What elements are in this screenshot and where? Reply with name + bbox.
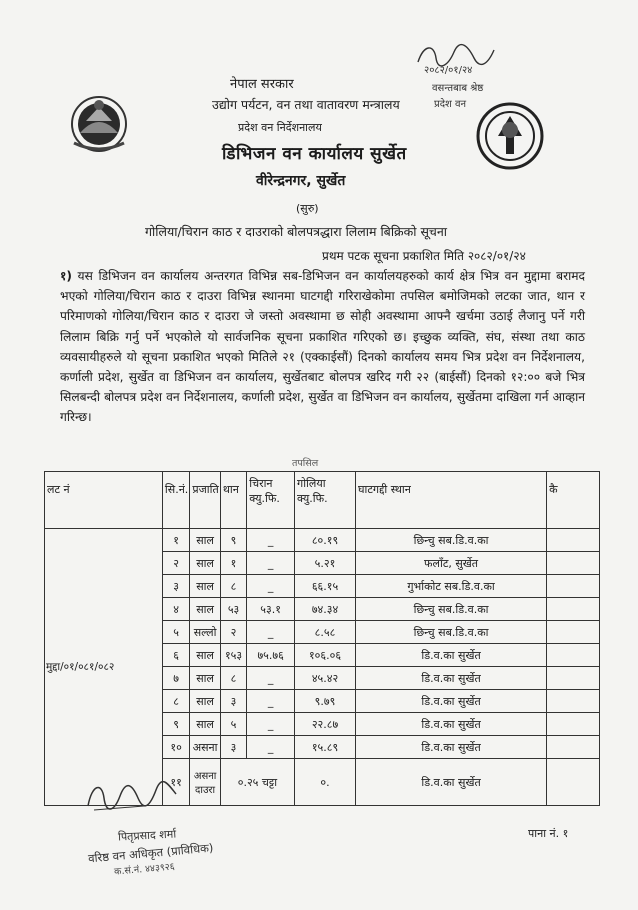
table-header-row [45, 472, 600, 529]
table-row [45, 529, 600, 552]
cell-goliya: ७४.३४ [295, 598, 356, 621]
cell-chiran: _ [247, 713, 295, 736]
cell-remarks [547, 736, 600, 759]
cell-count: ८ [220, 575, 246, 598]
cell-species: साल [190, 667, 220, 690]
cell-count: १ [220, 552, 246, 575]
cell-goliya: १०६.०६ [295, 644, 356, 667]
header-directorate: प्रदेश वन निर्देशनालय [238, 121, 322, 134]
publish-date: प्रथम पटक सूचना प्रकाशित मिति २०८२/०१/२४ [322, 249, 526, 263]
cell-goliya: ८.५८ [295, 621, 356, 644]
cell-species: साल [190, 575, 220, 598]
cell-chiran: _ [247, 552, 295, 575]
cell-place: छिन्चु सब.डि.व.का [356, 621, 547, 644]
cell-goliya: १५.८९ [295, 736, 356, 759]
cell-goliya: ८०.१९ [295, 529, 356, 552]
header-remarks: कै [547, 472, 600, 529]
cell-remarks [547, 598, 600, 621]
cell-chiran: _ [247, 621, 295, 644]
cell-place: डि.व.का सुर्खेत [356, 759, 547, 806]
cell-sn: १० [162, 736, 189, 759]
cell-chiran: _ [247, 575, 295, 598]
approval-stamp [414, 40, 544, 110]
cell-remarks [547, 759, 600, 806]
stamp-name: वसन्तबाब श्रेष्ठ [432, 83, 484, 94]
cell-place: डि.व.का सुर्खेत [356, 690, 547, 713]
cell-count: ८ [220, 667, 246, 690]
cell-place: फलाँट, सुर्खेत [356, 552, 547, 575]
cell-species: साल [190, 690, 220, 713]
cell-chiran: _ [247, 736, 295, 759]
cell-sn: ४ [162, 598, 189, 621]
cell-chiran: ५३.१ [247, 598, 295, 621]
cell-remarks [547, 529, 600, 552]
cell-species: सल्लो [190, 621, 220, 644]
header-goliya: गोलिया क्यु.फि. [295, 472, 356, 529]
forest-office-seal-icon [474, 100, 546, 172]
header-lot: लट नं [45, 472, 163, 529]
cell-goliya: ९.७९ [295, 690, 356, 713]
cell-count: १५३ [220, 644, 246, 667]
cell-place: छिन्चु सब.डि.व.का [356, 529, 547, 552]
cell-sn: ५ [162, 621, 189, 644]
cell-sn: ११ [162, 759, 189, 806]
header-count: थान [220, 472, 246, 529]
cell-count: ९ [220, 529, 246, 552]
header-tag: (सुरु) [296, 202, 319, 215]
nepal-emblem-icon [68, 93, 130, 155]
cell-remarks [547, 575, 600, 598]
header-address: वीरेन्द्रनगर, सुर्खेत [256, 173, 346, 189]
cell-goliya: ०. [295, 759, 356, 806]
cell-count: ५३ [220, 598, 246, 621]
cell-sn: ८ [162, 690, 189, 713]
cell-count: ०.२५ चट्टा [220, 759, 294, 806]
lot-number: मुद्दा/०१/०८१/०८२ [45, 529, 163, 806]
cell-chiran: _ [247, 529, 295, 552]
header-office: डिभिजन वन कार्यालय सुर्खेत [222, 144, 407, 164]
lot-table [44, 471, 600, 806]
cell-count: ३ [220, 736, 246, 759]
cell-sn: ६ [162, 644, 189, 667]
page-number: पाना नं. १ [528, 827, 569, 840]
table-caption: तपसिल [292, 458, 319, 469]
cell-chiran: _ [247, 667, 295, 690]
cell-sn: २ [162, 552, 189, 575]
cell-remarks [547, 621, 600, 644]
cell-place: डि.व.का सुर्खेत [356, 644, 547, 667]
cell-species: असना [190, 736, 220, 759]
signatory-id: क.सं.नं. ४४३९२६ [113, 861, 176, 878]
header-species: प्रजाति [190, 472, 220, 529]
cell-species: साल [190, 644, 220, 667]
cell-sn: ३ [162, 575, 189, 598]
cell-goliya: ४५.४२ [295, 667, 356, 690]
cell-species: असना दाउरा [190, 759, 220, 806]
cell-remarks [547, 667, 600, 690]
notice-title: गोलिया/चिरान काठ र दाउराको बोलपत्रद्धारा लिलाम बिक्रिको सूचना [145, 224, 448, 239]
cell-remarks [547, 713, 600, 736]
cell-place: गुर्भाकोट सब.डि.व.का [356, 575, 547, 598]
cell-remarks [547, 644, 600, 667]
cell-place: छिन्चु सब.डि.व.का [356, 598, 547, 621]
notice-paragraph [60, 266, 585, 428]
cell-place: डि.व.का सुर्खेत [356, 667, 547, 690]
header-ministry: उद्योग पर्यटन, वन तथा वातावरण मन्त्रालय [212, 97, 400, 112]
officer-signature-icon [84, 776, 184, 816]
cell-sn: ७ [162, 667, 189, 690]
stamp-date: २०८२/०१/२४ [424, 65, 473, 76]
cell-species: साल [190, 713, 220, 736]
cell-place: डि.व.का सुर्खेत [356, 736, 547, 759]
cell-goliya: ६६.१५ [295, 575, 356, 598]
cell-sn: १ [162, 529, 189, 552]
signatory-name: पितृप्रसाद शर्मा [117, 827, 177, 844]
cell-count: ३ [220, 690, 246, 713]
cell-count: २ [220, 621, 246, 644]
signatory-designation: वरिष्ठ वन अधिकृत (प्राविधिक) [87, 840, 214, 866]
cell-species: साल [190, 529, 220, 552]
cell-sn: ९ [162, 713, 189, 736]
paragraph-text: यस डिभिजन वन कार्यालय अन्तरगत विभिन्न सब-डिभिजन वन कार्यालयहरुको कार्य क्षेत्र भित्र वन मुद्दामा बरामद भएको गोलिया/चिरान काठ र दाउरा विभिन्न स्थानमा घाटगद्दी गरिराखेकोमा तपसिल बमोजिमको लटका जात, थान र परिमाणको गोलिया/चिरान काठ र दाउरा जे जस्तो अवस्थामा छ सोही अवस्थामा आफ्नै खर्चमा उठाई लैजानु पर्ने गरी लिलाम बिक्रि गर्नु पर्ने भएकोले यो सार्वजनिक सूचना प्रकाशित गरिएको छ। इच्छुक व्यक्ति, संघ, संस्था तथा काठ व्यवसायीहरुले यो सूचना प्रकाशित भएको मितिले २१ (एक्काईसौं) दिनको कार्यालय समय भित्र प्रदेश वन निर्देशनालय, कर्णाली प्रदेश, सुर्खेत वा डिभिजन वन कार्यालय, सुर्खेतबाट बोलपत्र खरिद गरी २२ (बाईसौं) दिनको १२:०० बजे भित्र सिलबन्दी बोलपत्र प्रदेश वन निर्देशनालय, कर्णाली प्रदेश, सुर्खेत वा डिभिजन वन कार्यालय, सुर्खेतमा दाखिला गर्न आव्हान गरिन्छ। [60, 269, 586, 425]
cell-goliya: २२.८७ [295, 713, 356, 736]
stamp-office: प्रदेश वन [434, 99, 467, 110]
cell-place: डि.व.का सुर्खेत [356, 713, 547, 736]
cell-species: साल [190, 598, 220, 621]
paragraph-number: १) [60, 269, 72, 283]
cell-chiran: ७५.७६ [247, 644, 295, 667]
header-government: नेपाल सरकार [230, 77, 294, 92]
cell-species: साल [190, 552, 220, 575]
header-place: घाटगद्दी स्थान [356, 472, 547, 529]
cell-count: ५ [220, 713, 246, 736]
cell-remarks [547, 552, 600, 575]
header-chiran: चिरान क्यु.फि. [247, 472, 295, 529]
header-sn: सि.नं. [162, 472, 189, 529]
cell-remarks [547, 690, 600, 713]
cell-goliya: ५.२१ [295, 552, 356, 575]
cell-chiran: _ [247, 690, 295, 713]
